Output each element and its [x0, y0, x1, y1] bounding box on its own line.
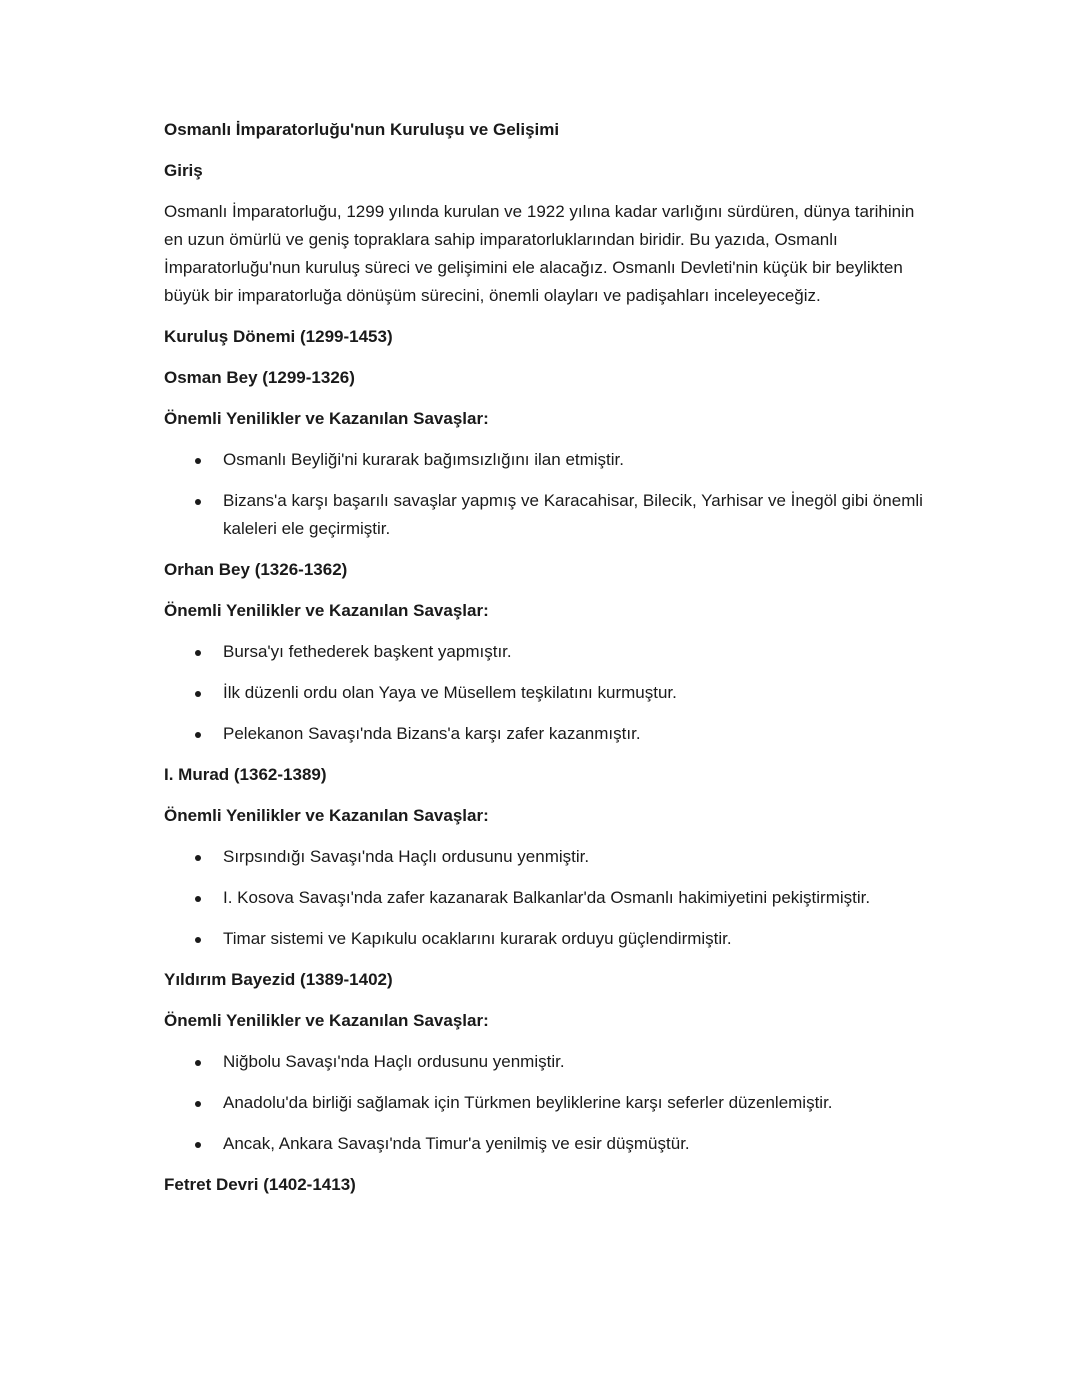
- bullet-list: [164, 843, 924, 953]
- section-subheading: Önemli Yenilikler ve Kazanılan Savaşlar:: [164, 1011, 489, 1030]
- bullet-list: [164, 638, 924, 748]
- closing-heading: Fetret Devri (1402-1413): [164, 1175, 356, 1194]
- bullet-icon: [195, 1060, 201, 1066]
- intro-paragraph: Osmanlı İmparatorluğu, 1299 yılında kurulan ve 1922 yılına kadar varlığını sürdüren, dünya tarihinin en uzun ömürlü ve geniş topraklara sahip imparatorluklarından biridir. Bu yazıda, Osmanlı İmparatorluğu'nun kuruluş süreci ve gelişimini ele alacağız. Osmanlı Devleti'nin küçük bir beylikten büyük bir imparatorluğa dönüşüm sürecini, önemli olayları ve padişahları inceleyeceğiz.: [164, 202, 915, 305]
- ruler-heading: Orhan Bey (1326-1362): [164, 560, 348, 579]
- bullet-icon: [195, 691, 201, 697]
- list-item: [164, 720, 924, 748]
- list-item-text: Bursa'yı fethederek başkent yapmıştır.: [223, 642, 512, 661]
- list-item: [164, 925, 924, 953]
- ruler-heading: I. Murad (1362-1389): [164, 765, 327, 784]
- bullet-list: [164, 446, 924, 543]
- list-item: [164, 679, 924, 707]
- document-title: Osmanlı İmparatorluğu'nun Kuruluşu ve Gelişimi: [164, 120, 560, 139]
- bullet-icon: [195, 650, 201, 656]
- section-subheading: Önemli Yenilikler ve Kazanılan Savaşlar:: [164, 806, 489, 825]
- ruler-heading: Osman Bey (1299-1326): [164, 368, 355, 387]
- bullet-icon: [195, 458, 201, 464]
- bullet-icon: [195, 732, 201, 738]
- bullet-icon: [195, 499, 201, 505]
- list-item: [164, 446, 924, 474]
- list-item: [164, 487, 924, 543]
- intro-heading: Giriş: [164, 161, 203, 180]
- list-item: [164, 1048, 924, 1076]
- list-item: [164, 1089, 924, 1117]
- list-item-text: Pelekanon Savaşı'nda Bizans'a karşı zafer kazanmıştır.: [223, 724, 641, 743]
- list-item: [164, 1130, 924, 1158]
- section-subheading: Önemli Yenilikler ve Kazanılan Savaşlar:: [164, 409, 489, 428]
- bullet-icon: [195, 937, 201, 943]
- list-item-text: Bizans'a karşı başarılı savaşlar yapmış ve Karacahisar, Bilecik, Yarhisar ve İnegöl gibi önemli kaleleri ele geçirmiştir.: [223, 491, 923, 538]
- bullet-icon: [195, 1142, 201, 1148]
- list-item: [164, 843, 924, 871]
- bullet-icon: [195, 896, 201, 902]
- ruler-heading: Yıldırım Bayezid (1389-1402): [164, 970, 393, 989]
- list-item-text: İlk düzenli ordu olan Yaya ve Müsellem teşkilatını kurmuştur.: [223, 683, 677, 702]
- list-item-text: Anadolu'da birliği sağlamak için Türkmen beyliklerine karşı seferler düzenlemiştir.: [223, 1093, 833, 1112]
- bullet-list: [164, 1048, 924, 1158]
- section-subheading: Önemli Yenilikler ve Kazanılan Savaşlar:: [164, 601, 489, 620]
- list-item-text: Ancak, Ankara Savaşı'nda Timur'a yenilmiş ve esir düşmüştür.: [223, 1134, 690, 1153]
- period-heading: Kuruluş Dönemi (1299-1453): [164, 327, 393, 346]
- list-item: [164, 884, 924, 912]
- list-item-text: I. Kosova Savaşı'nda zafer kazanarak Balkanlar'da Osmanlı hakimiyetini pekiştirmiştir.: [223, 888, 871, 907]
- list-item: [164, 638, 924, 666]
- list-item-text: Sırpsındığı Savaşı'nda Haçlı ordusunu yenmiştir.: [223, 847, 590, 866]
- bullet-icon: [195, 1101, 201, 1107]
- document-page: [164, 116, 924, 1212]
- list-item-text: Niğbolu Savaşı'nda Haçlı ordusunu yenmiştir.: [223, 1052, 565, 1071]
- list-item-text: Osmanlı Beyliği'ni kurarak bağımsızlığını ilan etmiştir.: [223, 450, 625, 469]
- list-item-text: Timar sistemi ve Kapıkulu ocaklarını kurarak orduyu güçlendirmiştir.: [223, 929, 732, 948]
- bullet-icon: [195, 855, 201, 861]
